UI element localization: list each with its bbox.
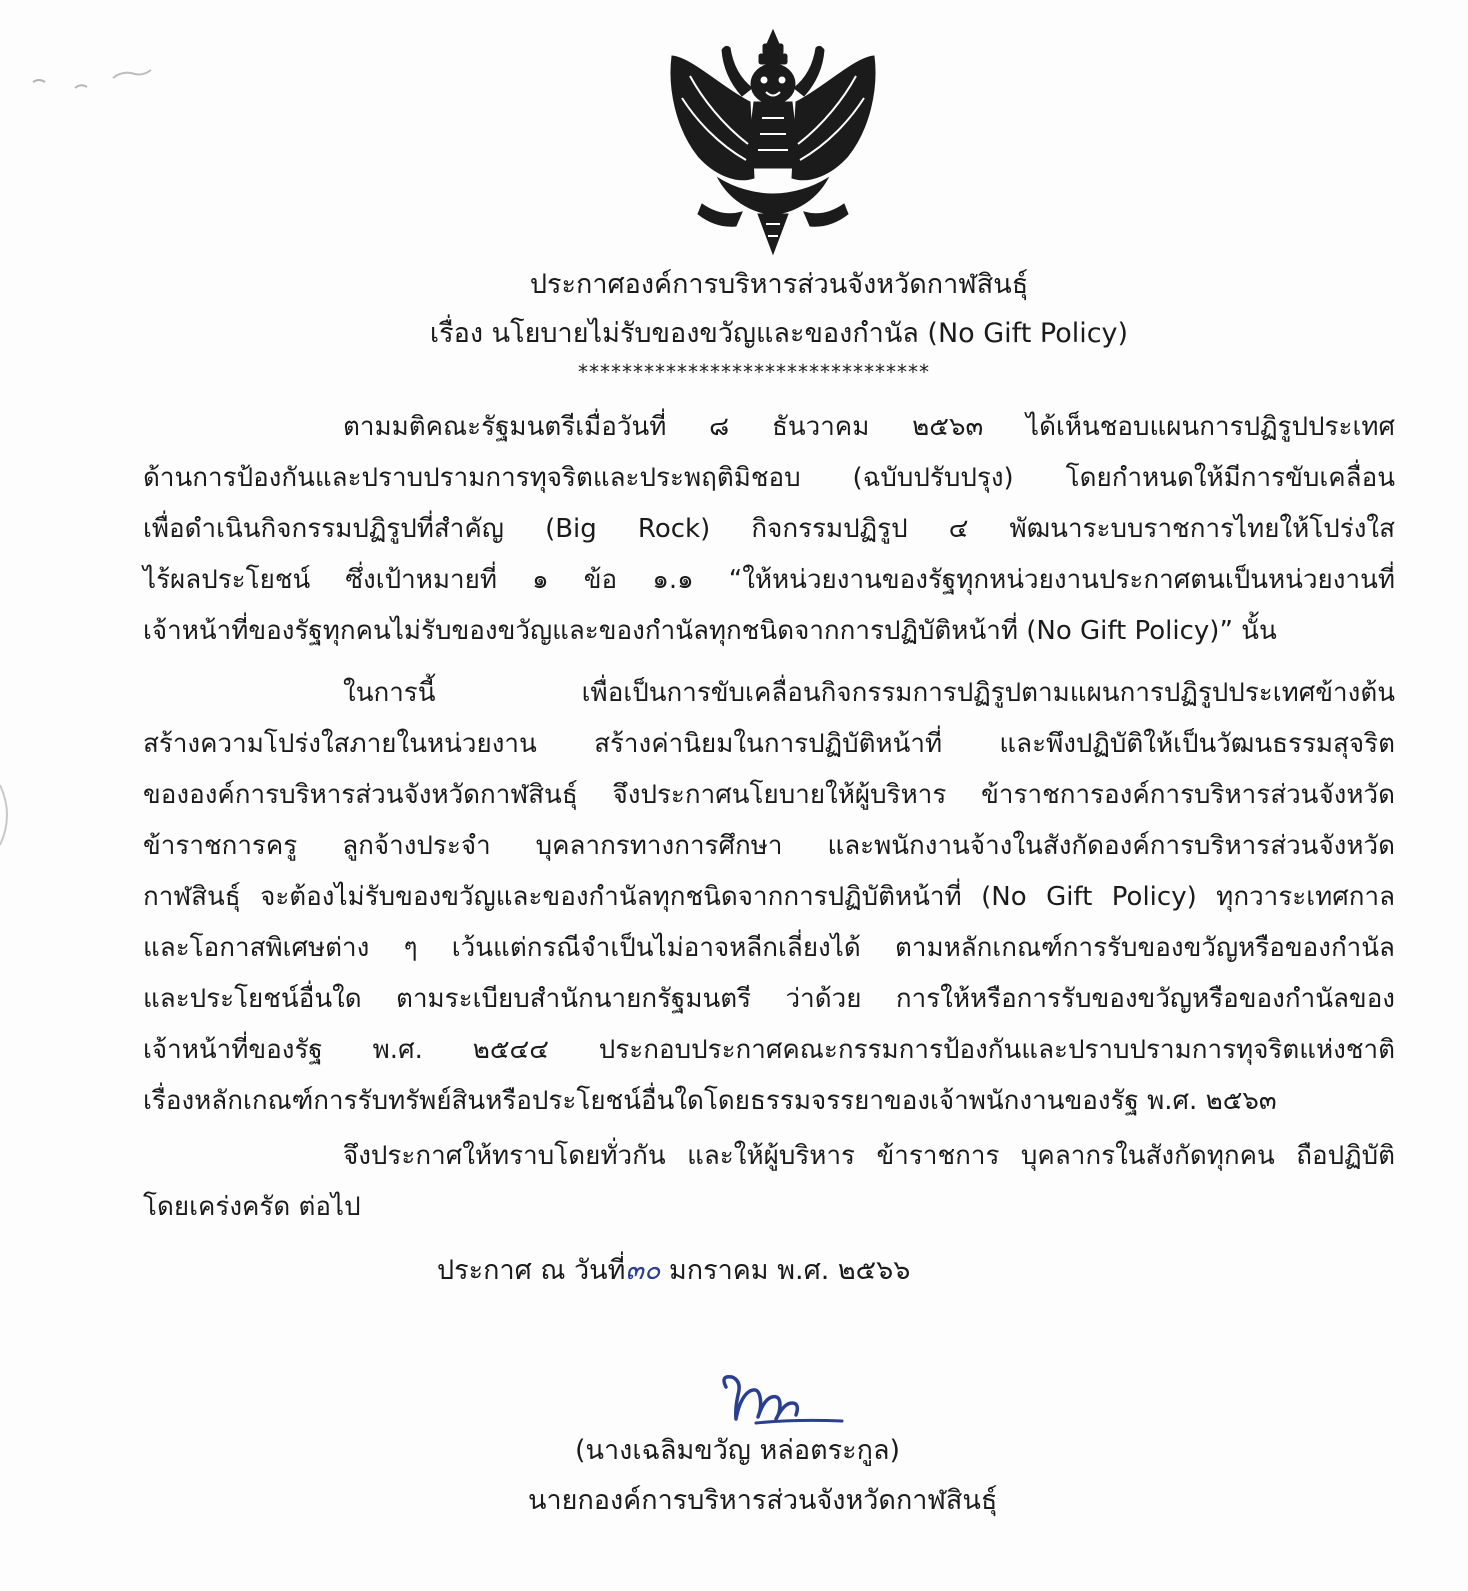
paragraph-line: ขององค์การบริหารส่วนจังหวัดกาฬสินธุ์ จึงประกาศนโยบายให้ผู้บริหาร ข้าราชการองค์การบริหารส่วนจังหวัด	[143, 780, 1395, 810]
announcement-title: ประกาศองค์การบริหารส่วนจังหวัดกาฬสินธุ์	[529, 269, 1029, 300]
paragraph-line: ด้านการป้องกันและปราบปรามการทุจริตและประพฤติมิชอบ (ฉบับปรับปรุง) โดยกำหนดให้มีการขับเคลื่อน	[143, 463, 1395, 493]
page-edge-mark-icon	[0, 780, 20, 850]
date-suffix: มกราคม พ.ศ. ๒๕๖๖	[660, 1255, 911, 1286]
paragraph-line: ตามมติคณะรัฐมนตรีเมื่อวันที่ ๘ ธันวาคม ๒๕๖๓ ได้เห็นชอบแผนการปฏิรูปประเทศ	[343, 412, 1395, 442]
paragraph-line: สร้างความโปร่งใสภายในหน่วยงาน สร้างค่านิยมในการปฏิบัติหน้าที่ และพึงปฏิบัติให้เป็นวัฒนธรรมสุจริต	[143, 729, 1395, 759]
handwritten-signature-icon	[706, 1365, 846, 1435]
paragraph-1	[143, 402, 1395, 657]
paragraph-2	[143, 668, 1395, 1127]
garuda-emblem-icon	[662, 28, 884, 256]
paragraph-line: และประโยชน์อื่นใด ตามระเบียบสำนักนายกรัฐมนตรี ว่าด้วย การให้หรือการรับของขวัญหรือของกำนัลของ	[143, 984, 1395, 1014]
handwritten-day: ๓๐	[625, 1255, 661, 1286]
paragraph-line: จึงประกาศให้ทราบโดยทั่วกัน และให้ผู้บริหาร ข้าราชการ บุคลากรในสังกัดทุกคน ถือปฏิบัติ	[343, 1141, 1395, 1171]
announcement-subject: เรื่อง นโยบายไม่รับของขวัญและของกำนัล (No Gift Policy)	[429, 318, 1129, 349]
paragraph-line: ในการนี้ เพื่อเป็นการขับเคลื่อนกิจกรรมการปฏิรูปตามแผนการปฏิรูปประเทศข้างต้น	[343, 678, 1395, 708]
paragraph-line: ไร้ผลประโยชน์ ซึ่งเป้าหมายที่ ๑ ข้อ ๑.๑ “ให้หน่วยงานของรัฐทุกหน่วยงานประกาศตนเป็นหน่วยงานที่	[143, 565, 1395, 595]
paragraph-line: ข้าราชการครู ลูกจ้างประจำ บุคลากรทางการศึกษา และพนักงานจ้างในสังกัดองค์การบริหารส่วนจังหวัด	[143, 831, 1395, 861]
signer-position: นายกองค์การบริหารส่วนจังหวัดกาฬสินธุ์	[528, 1485, 998, 1516]
paragraph-line: และโอกาสพิเศษต่าง ๆ เว้นแต่กรณีจำเป็นไม่อาจหลีกเลี่ยงได้ ตามหลักเกณฑ์การรับของขวัญหรือของกำนัล	[143, 933, 1395, 963]
paragraph-3	[143, 1131, 1395, 1233]
date-prefix: ประกาศ ณ วันที่	[437, 1255, 626, 1286]
paragraph-line: กาฬสินธุ์ จะต้องไม่รับของขวัญและของกำนัลทุกชนิดจากการปฏิบัติหน้าที่ (No Gift Policy) ทุกวาระเทศกาล	[143, 882, 1395, 912]
paragraph-line: โดยเคร่งครัด ต่อไป	[143, 1192, 361, 1222]
announcement-date	[437, 1248, 910, 1291]
paragraph-line: เจ้าหน้าที่ของรัฐ พ.ศ. ๒๕๔๔ ประกอบประกาศคณะกรรมการป้องกันและปราบปรามการทุจริตแห่งชาติ	[143, 1035, 1395, 1065]
paragraph-line: เรื่องหลักเกณฑ์การรับทรัพย์สินหรือประโยชน์อื่นใดโดยธรรมจรรยาของเจ้าพนักงานของรัฐ พ.ศ. ๒๕๖๓	[143, 1086, 1277, 1116]
paragraph-line: เพื่อดำเนินกิจกรรมปฏิรูปที่สำคัญ (Big Rock) กิจกรรมปฏิรูป ๔ พัฒนาระบบราชการไทยให้โปร่งใส	[143, 514, 1395, 544]
title-separator: ********************************	[578, 360, 930, 384]
paragraph-line: เจ้าหน้าที่ของรัฐทุกคนไม่รับของขวัญและของกำนัลทุกชนิดจากการปฏิบัติหน้าที่ (No Gift Policy)” นั้น	[143, 616, 1277, 646]
signer-name: (นางเฉลิมขวัญ หล่อตระกูล)	[575, 1435, 901, 1466]
scan-smudge-icon	[25, 60, 175, 100]
